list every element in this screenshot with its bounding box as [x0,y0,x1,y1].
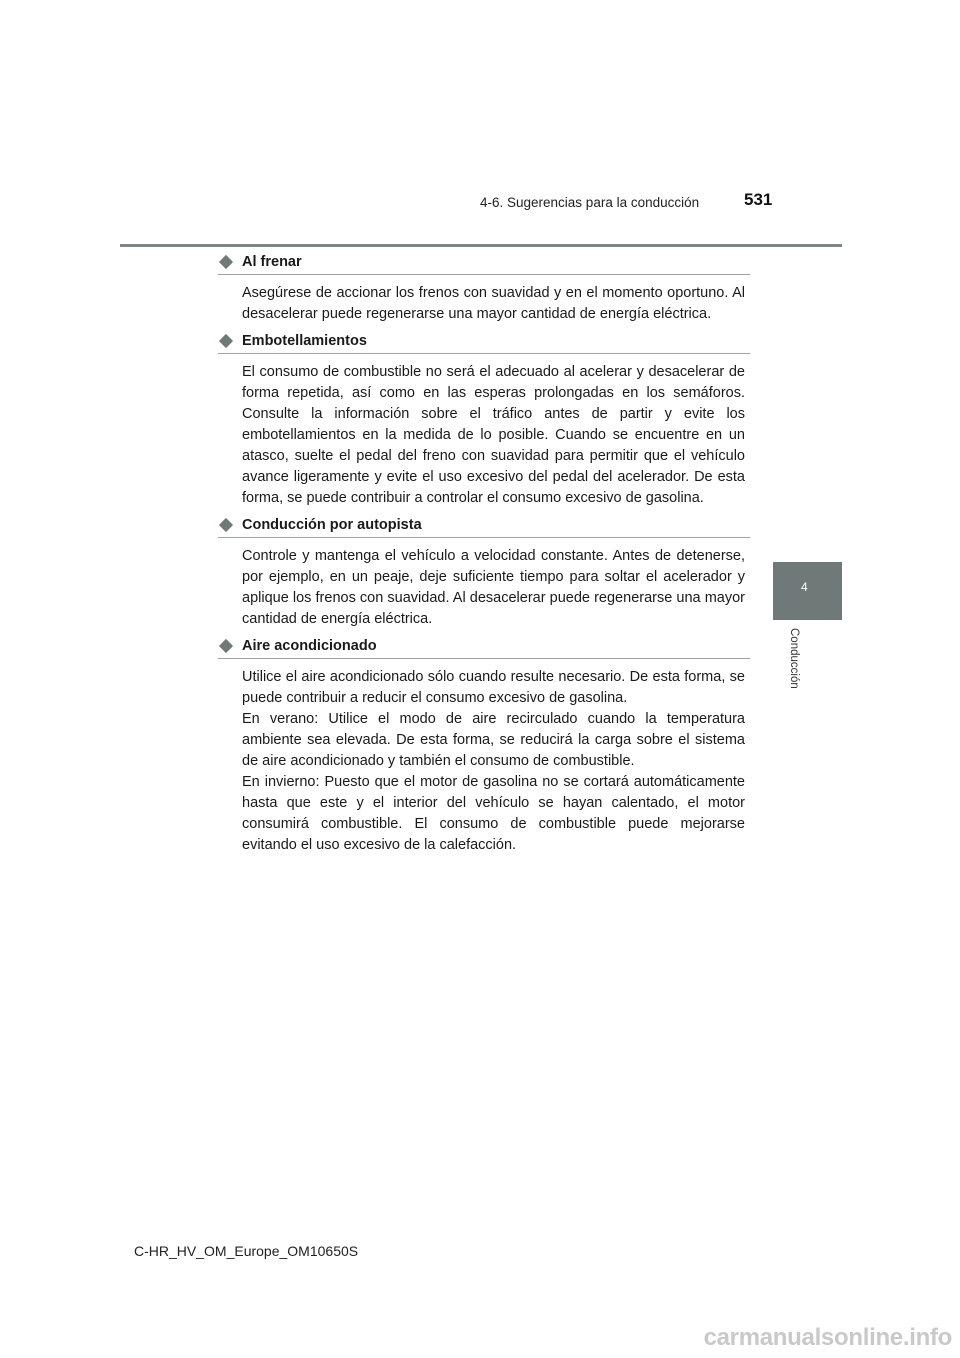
section-embotellamientos [218,333,750,509]
section-title [218,517,750,538]
section-title-text: Al frenar [242,254,302,270]
section-title-text: Aire acondicionado [242,638,377,654]
document-code: C-HR_HV_OM_Europe_OM10650S [134,1243,359,1259]
section-title-text: Embotellamientos [242,333,367,349]
section-paragraph: Controle y mantenga el vehículo a velocidad constante. Antes de detenerse, por ejemplo, en un peaje, deje suficiente tiempo para soltar el acelerador y aplique los frenos con suavidad. Al desacelerar puede regenerarse una mayor cantidad de energía eléctrica. [242,548,745,627]
page-content [218,254,750,864]
watermark: carmanualsonline.info [703,1324,952,1351]
section-title [218,254,750,275]
diamond-bullet-icon [219,334,233,348]
section-autopista [218,517,750,630]
header-divider [120,244,842,247]
diamond-bullet-icon [219,255,233,269]
page-number: 531 [744,190,773,209]
chapter-number: 4 [801,580,808,594]
section-title [218,638,750,659]
section-paragraph: En verano: Utilice el modo de aire recirculado cuando la temperatura ambiente sea elevada. De esta forma, se reducirá la carga sobre el sistema de aire acondicionado y también el consumo de combustible. [242,711,745,769]
section-paragraph: Asegúrese de accionar los frenos con suavidad y en el momento oportuno. Al desacelerar puede regenerarse una mayor cantidad de energía eléctrica. [242,285,745,322]
section-title-text: Conducción por autopista [242,517,422,533]
chapter-title: 4-6. Sugerencias para la conducción [480,195,700,210]
section-paragraph: En invierno: Puesto que el motor de gasolina no se cortará automáticamente hasta que este y el interior del vehículo se hayan calentado, el motor consumirá combustible. El consumo de combustible puede mejorarse evitando el uso excesivo de la calefacción. [242,774,745,853]
section-paragraph: El consumo de combustible no será el adecuado al acelerar y desacelerar de forma repetida, así como en las esperas prolongadas en los semáforos. Consulte la información sobre el tráfico antes de partir y evite los embotellamientos en la medida de lo posible. Cuando se encuentre en un atasco, suelte el pedal del freno con suavidad para permitir que el vehículo avance ligeramente y evite el uso excesivo del pedal del acelerador. De esta forma, se puede contribuir a controlar el consumo excesivo de gasolina. [242,364,745,506]
section-al-frenar [218,254,750,325]
section-aire-acondicionado [218,638,750,856]
diamond-bullet-icon [219,518,233,532]
diamond-bullet-icon [219,639,233,653]
section-paragraph: Utilice el aire acondicionado sólo cuando resulte necesario. De esta forma, se puede contribuir a reducir el consumo excesivo de gasolina. [242,669,745,706]
section-title [218,333,750,354]
chapter-side-label: Conducción [788,628,800,689]
chapter-side-tab [773,562,842,620]
